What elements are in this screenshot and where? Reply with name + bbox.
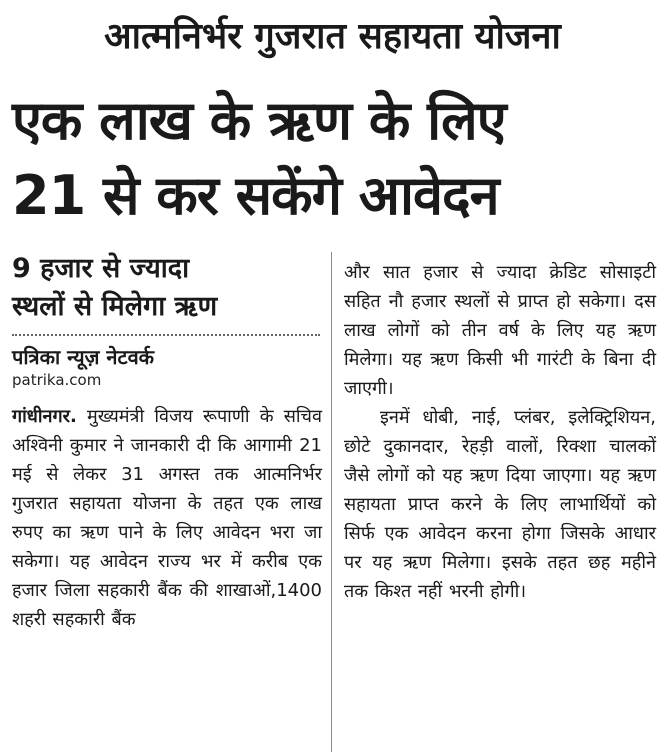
main-headline-line-1: एक लाख के ऋण के लिए	[12, 89, 506, 152]
dotted-divider	[12, 334, 320, 336]
dateline: गांधीनगर.	[12, 406, 77, 427]
byline: पत्रिका न्यूज़ नेटवर्क	[12, 345, 155, 369]
article-paragraph-left	[12, 402, 322, 634]
subhead-line-1: 9 हजार से ज्यादा	[12, 253, 190, 284]
subhead-line-2: स्थलों से मिलेगा ऋण	[12, 291, 218, 322]
kicker-headline: आत्मनिर्भर गुजरात सहायता योजना	[104, 16, 561, 57]
article-paragraph-right-1: और सात हजार से ज्यादा क्रेडिट सोसाइटी सहित नौ हजार स्थलों से प्राप्त हो सकेगा। दस लाख लोगों को तीन वर्ष के लिए यह ऋण मिलेगा। यह ऋण किसी भी गारंटी के बिना दी जाएगी।	[344, 262, 656, 399]
main-headline-line-2: 21 से कर सकेंगे आवेदन	[12, 164, 499, 227]
left-column	[12, 250, 322, 634]
column-divider	[331, 252, 332, 752]
source-url: patrika.com	[12, 371, 102, 389]
article-paragraph-right-2: इनमें धोबी, नाई, प्लंबर, इलेक्ट्रिशियन, छोटे दुकानदार, रेहड़ी वालों, रिक्शा चालकों जैसे लोगों को यह ऋण दिया जाएगा। यह ऋण सहायता प्राप्त करने के लिए लाभार्थियों को सिर्फ एक आवेदन करना होगा जिसके आधार पर यह ऋण मिलेगा। इसके तहत छह महीने तक किश्त नहीं भरनी होगी।	[344, 407, 656, 602]
left-paragraph-text: मुख्यमंत्री विजय रूपाणी के सचिव अश्विनी कुमार ने जानकारी दी कि आगामी 21 मई से लेकर 31 अगस्त तक आत्मनिर्भर गुजरात सहायता योजना के तहत एक लाख रुपए का ऋण पाने के लिए आवेदन भरा जा सकेगा। यह आवेदन राज्य भर में करीब एक हजार जिला सहकारी बैंक की शाखाओं,1400 शहरी सहकारी बैंक	[12, 406, 322, 630]
right-column	[344, 258, 656, 606]
